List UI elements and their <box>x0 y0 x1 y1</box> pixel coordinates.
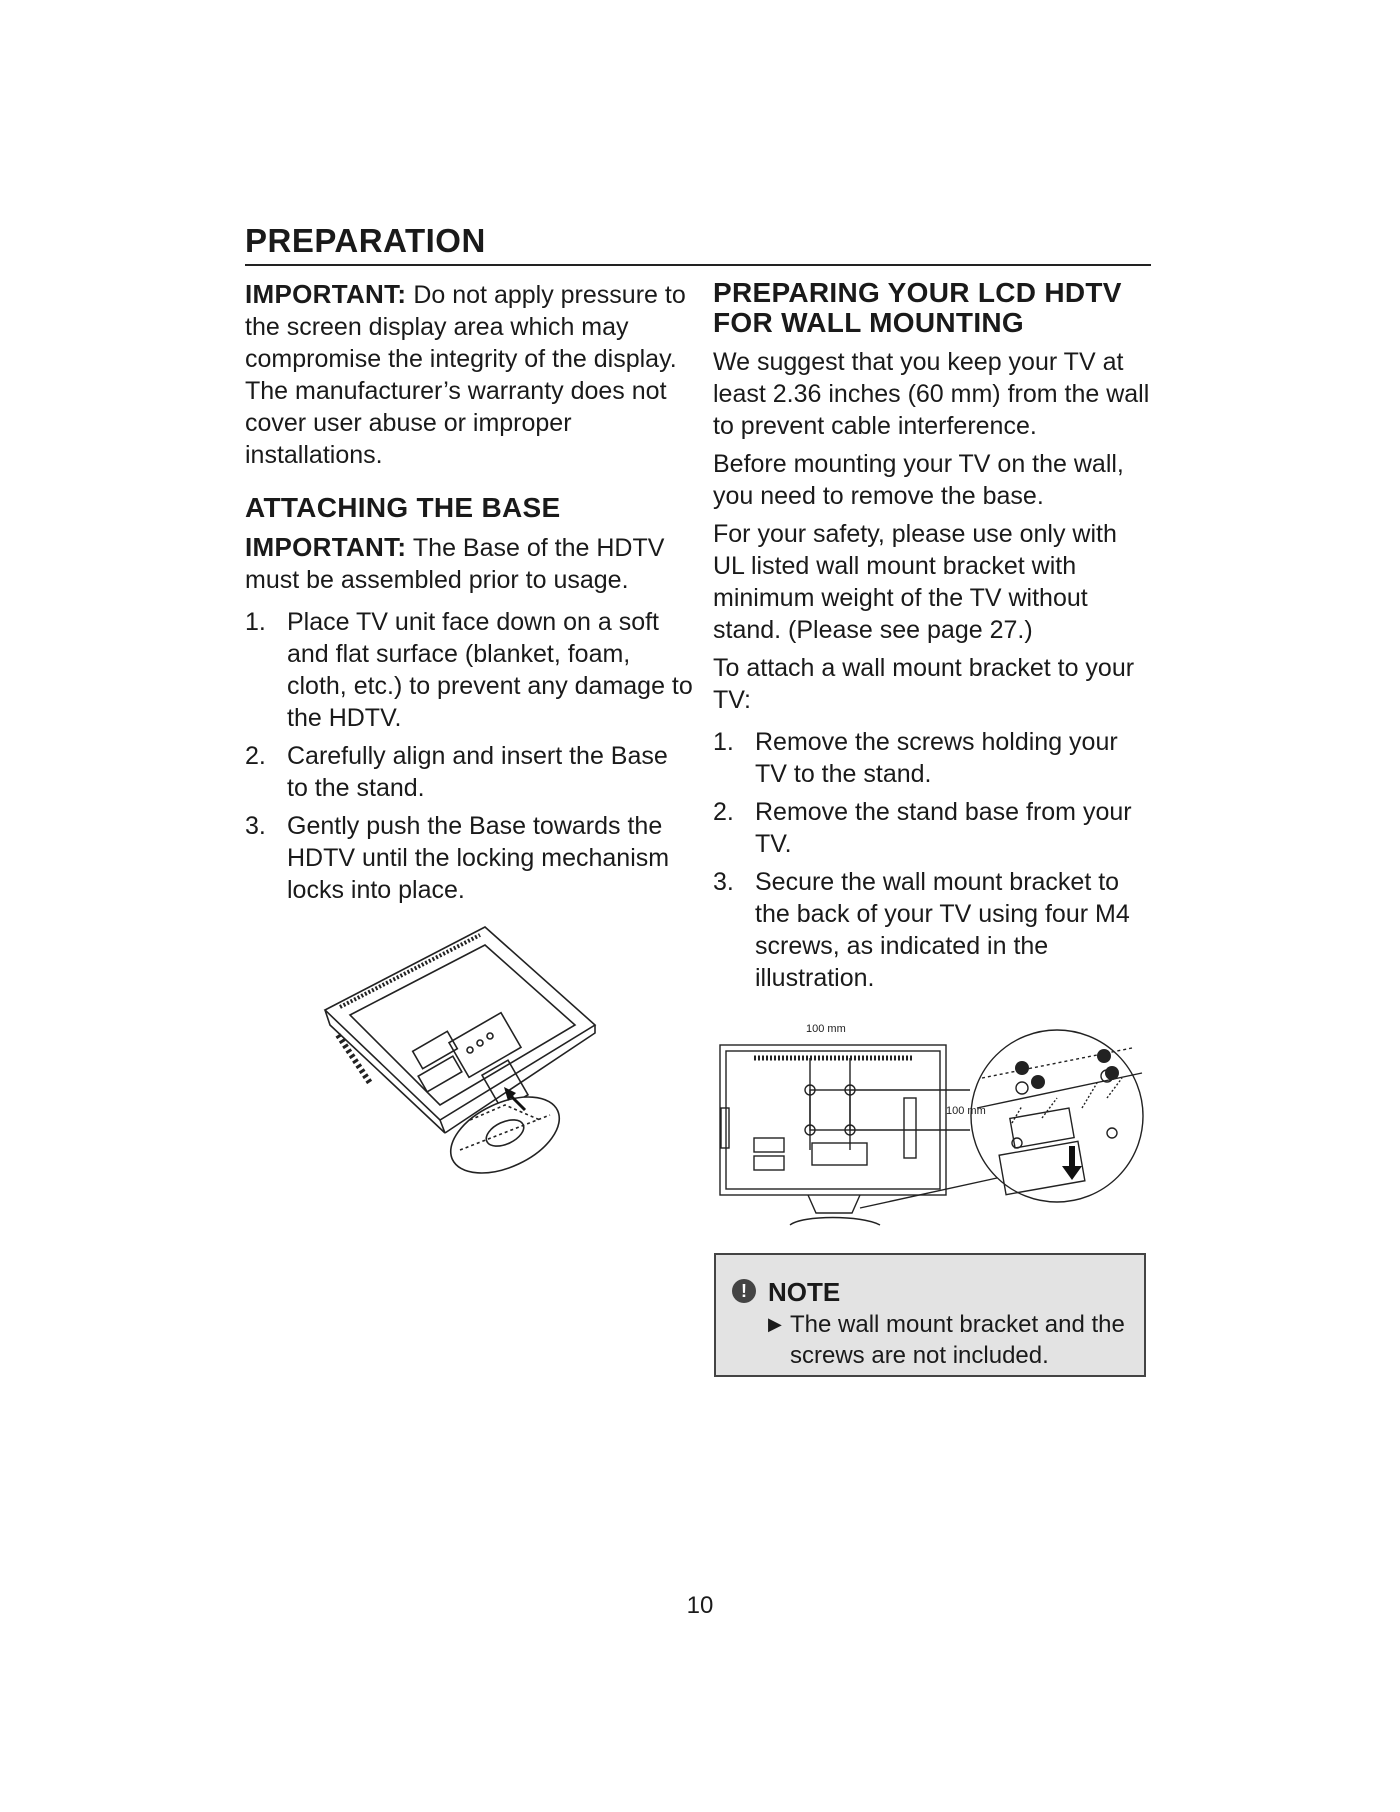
paragraph-attach-intro: To attach a wall mount bracket to your TV: <box>713 654 1135 714</box>
list-item <box>713 796 1153 860</box>
step-text: Remove the stand base from your TV. <box>755 798 1132 858</box>
important2-label: IMPORTANT: <box>245 532 407 562</box>
step-number: 2. <box>245 742 266 770</box>
list-item <box>245 740 695 804</box>
alert-icon: ! <box>732 1279 756 1303</box>
step-number: 3. <box>713 868 734 896</box>
important2-paragraph <box>245 531 695 596</box>
base-steps-list <box>245 606 695 906</box>
note-box <box>714 1253 1146 1377</box>
step-text: Carefully align and insert the Base to the stand. <box>287 742 668 802</box>
attaching-base-heading: ATTACHING THE BASE <box>245 492 561 523</box>
wall-steps-list <box>713 726 1153 994</box>
triangle-right-icon: ▶ <box>768 1314 782 1334</box>
step-text: Place TV unit face down on a soft and flat surface (blanket, foam, cloth, etc.) to prevent any damage to the HDTV. <box>287 608 693 732</box>
step-number: 1. <box>245 608 266 636</box>
paragraph-remove-base: Before mounting your TV on the wall, you need to remove the base. <box>713 450 1124 510</box>
list-item <box>245 810 695 906</box>
note-title: NOTE <box>768 1277 841 1307</box>
important-paragraph <box>245 278 695 471</box>
important2-text: The Base of the HDTV must be assembled prior to usage. <box>245 534 665 594</box>
base-attachment-illustration <box>320 915 600 1175</box>
right-column <box>713 278 1153 1000</box>
step-text: Remove the screws holding your TV to the stand. <box>755 728 1118 788</box>
step-text: Secure the wall mount bracket to the back of your TV using four M4 screws, as indicated in the illustration. <box>755 868 1130 992</box>
important-text: Do not apply pressure to the screen display area which may compromise the integrity of the display. The manufacturer’s warranty does not cover user abuse or improper installations. <box>245 281 686 469</box>
page-number: 10 <box>686 1592 714 1619</box>
list-item <box>713 726 1153 790</box>
step-number: 2. <box>713 798 734 826</box>
left-column <box>245 278 695 912</box>
note-text: The wall mount bracket and the screws are not included. <box>790 1311 1125 1369</box>
important-label: IMPORTANT: <box>245 279 407 309</box>
dimension-label-top: 100 mm <box>806 1023 846 1035</box>
page-title: PREPARATION <box>245 222 1151 266</box>
step-number: 3. <box>245 812 266 840</box>
step-text: Gently push the Base towards the HDTV until the locking mechanism locks into place. <box>287 812 670 904</box>
paragraph-distance: We suggest that you keep your TV at least 2.36 inches (60 mm) from the wall to prevent cable interference. <box>713 348 1150 440</box>
list-item <box>245 606 695 734</box>
wall-mounting-heading: PREPARING YOUR LCD HDTV FOR WALL MOUNTING <box>713 277 1122 338</box>
wall-mount-illustration <box>712 1018 1152 1243</box>
dimension-label-side: 100 mm <box>946 1105 986 1117</box>
step-number: 1. <box>713 728 734 756</box>
list-item <box>713 866 1153 994</box>
paragraph-safety: For your safety, please use only with UL listed wall mount bracket with minimum weight of the TV without stand. (Please see page 27.) <box>713 520 1117 644</box>
note-body <box>768 1309 1144 1371</box>
